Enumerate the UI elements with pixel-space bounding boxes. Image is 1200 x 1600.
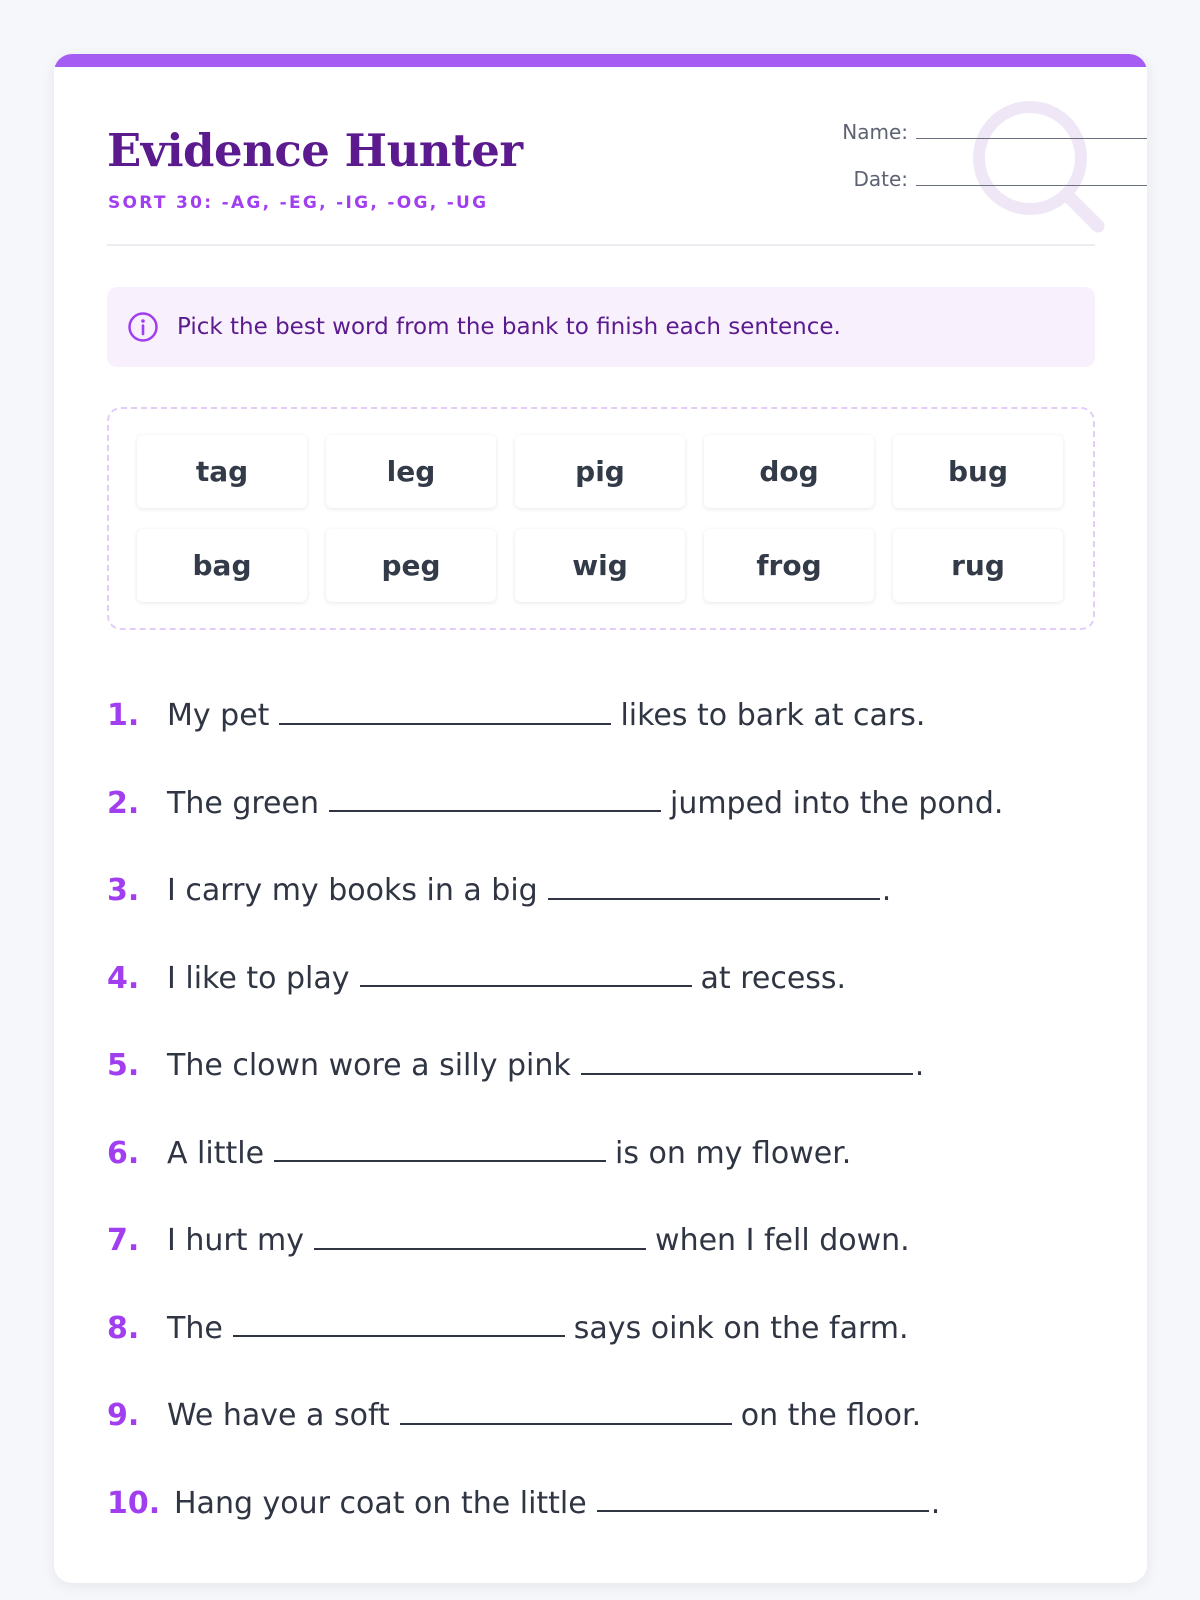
question-item bbox=[107, 1197, 1107, 1285]
answer-blank[interactable] bbox=[548, 878, 880, 900]
word-chip[interactable]: pig bbox=[515, 435, 685, 508]
word-bank bbox=[107, 407, 1095, 630]
name-line[interactable] bbox=[916, 125, 1147, 139]
word-chip[interactable]: leg bbox=[326, 435, 496, 508]
word-chip[interactable]: tag bbox=[137, 435, 307, 508]
word-chip[interactable]: bug bbox=[893, 435, 1063, 508]
answer-blank[interactable] bbox=[279, 703, 611, 725]
question-text-before: My pet bbox=[167, 698, 270, 734]
question-text-before: A little bbox=[167, 1135, 265, 1171]
answer-blank[interactable] bbox=[329, 790, 661, 812]
question-item bbox=[107, 1022, 1107, 1110]
question-text-before: I like to play bbox=[167, 960, 350, 996]
question-text-before: I carry my books in a big bbox=[167, 873, 538, 909]
question-number: 9. bbox=[107, 1398, 140, 1434]
answer-blank[interactable] bbox=[233, 1315, 565, 1337]
word-chip[interactable]: wig bbox=[515, 529, 685, 602]
question-list bbox=[107, 672, 1107, 1547]
question-item bbox=[107, 1285, 1107, 1373]
word-chip[interactable]: dog bbox=[704, 435, 874, 508]
answer-blank[interactable] bbox=[314, 1228, 646, 1250]
worksheet-card bbox=[54, 54, 1147, 1583]
question-item bbox=[107, 672, 1107, 760]
question-number: 10. bbox=[107, 1485, 161, 1521]
name-label: Name: bbox=[842, 120, 908, 144]
question-number: 5. bbox=[107, 1048, 140, 1084]
question-text-after: says oink on the farm. bbox=[573, 1310, 909, 1346]
date-line[interactable] bbox=[916, 172, 1147, 186]
question-number: 4. bbox=[107, 960, 140, 996]
question-item bbox=[107, 1110, 1107, 1198]
question-text-before: The clown wore a silly pink bbox=[167, 1048, 571, 1084]
word-chip[interactable]: bag bbox=[137, 529, 307, 602]
question-text-after: on the floor. bbox=[740, 1398, 922, 1434]
question-item bbox=[107, 1372, 1107, 1460]
page-title: Evidence Hunter bbox=[107, 124, 523, 177]
question-text-after: at recess. bbox=[700, 960, 847, 996]
question-text-before: I hurt my bbox=[167, 1223, 305, 1259]
question-item bbox=[107, 760, 1107, 848]
date-field[interactable] bbox=[734, 167, 1147, 191]
question-text-after: . bbox=[881, 873, 892, 909]
answer-blank[interactable] bbox=[400, 1403, 732, 1425]
word-chip[interactable]: frog bbox=[704, 529, 874, 602]
instruction-box bbox=[107, 287, 1095, 367]
name-field[interactable] bbox=[734, 120, 1147, 144]
answer-blank[interactable] bbox=[597, 1490, 929, 1512]
question-text-after: likes to bark at cars. bbox=[620, 698, 926, 734]
answer-blank[interactable] bbox=[581, 1053, 913, 1075]
question-text-before: The green bbox=[167, 785, 319, 821]
question-number: 2. bbox=[107, 785, 140, 821]
accent-bar bbox=[54, 54, 1147, 67]
question-text-after: jumped into the pond. bbox=[669, 785, 1004, 821]
question-text-after: is on my flower. bbox=[615, 1135, 852, 1171]
question-number: 8. bbox=[107, 1310, 140, 1346]
question-item bbox=[107, 847, 1107, 935]
word-chip[interactable]: peg bbox=[326, 529, 496, 602]
header-divider bbox=[107, 244, 1095, 246]
question-text-before: We have a soft bbox=[167, 1398, 390, 1434]
instruction-text: Pick the best word from the bank to finish each sentence. bbox=[177, 314, 841, 340]
word-chip[interactable]: rug bbox=[893, 529, 1063, 602]
question-number: 7. bbox=[107, 1223, 140, 1259]
question-number: 3. bbox=[107, 873, 140, 909]
question-text-after: . bbox=[930, 1485, 941, 1521]
page-subtitle: SORT 30: -AG, -EG, -IG, -OG, -UG bbox=[108, 193, 489, 213]
date-label: Date: bbox=[853, 167, 908, 191]
answer-blank[interactable] bbox=[360, 965, 692, 987]
question-item bbox=[107, 935, 1107, 1023]
question-item bbox=[107, 1460, 1107, 1548]
question-number: 6. bbox=[107, 1135, 140, 1171]
answer-blank[interactable] bbox=[274, 1140, 606, 1162]
question-text-before: The bbox=[167, 1310, 223, 1346]
question-text-after: when I fell down. bbox=[655, 1223, 910, 1259]
question-text-after: . bbox=[914, 1048, 925, 1084]
question-number: 1. bbox=[107, 698, 140, 734]
info-icon bbox=[127, 311, 159, 343]
question-text-before: Hang your coat on the little bbox=[174, 1485, 587, 1521]
